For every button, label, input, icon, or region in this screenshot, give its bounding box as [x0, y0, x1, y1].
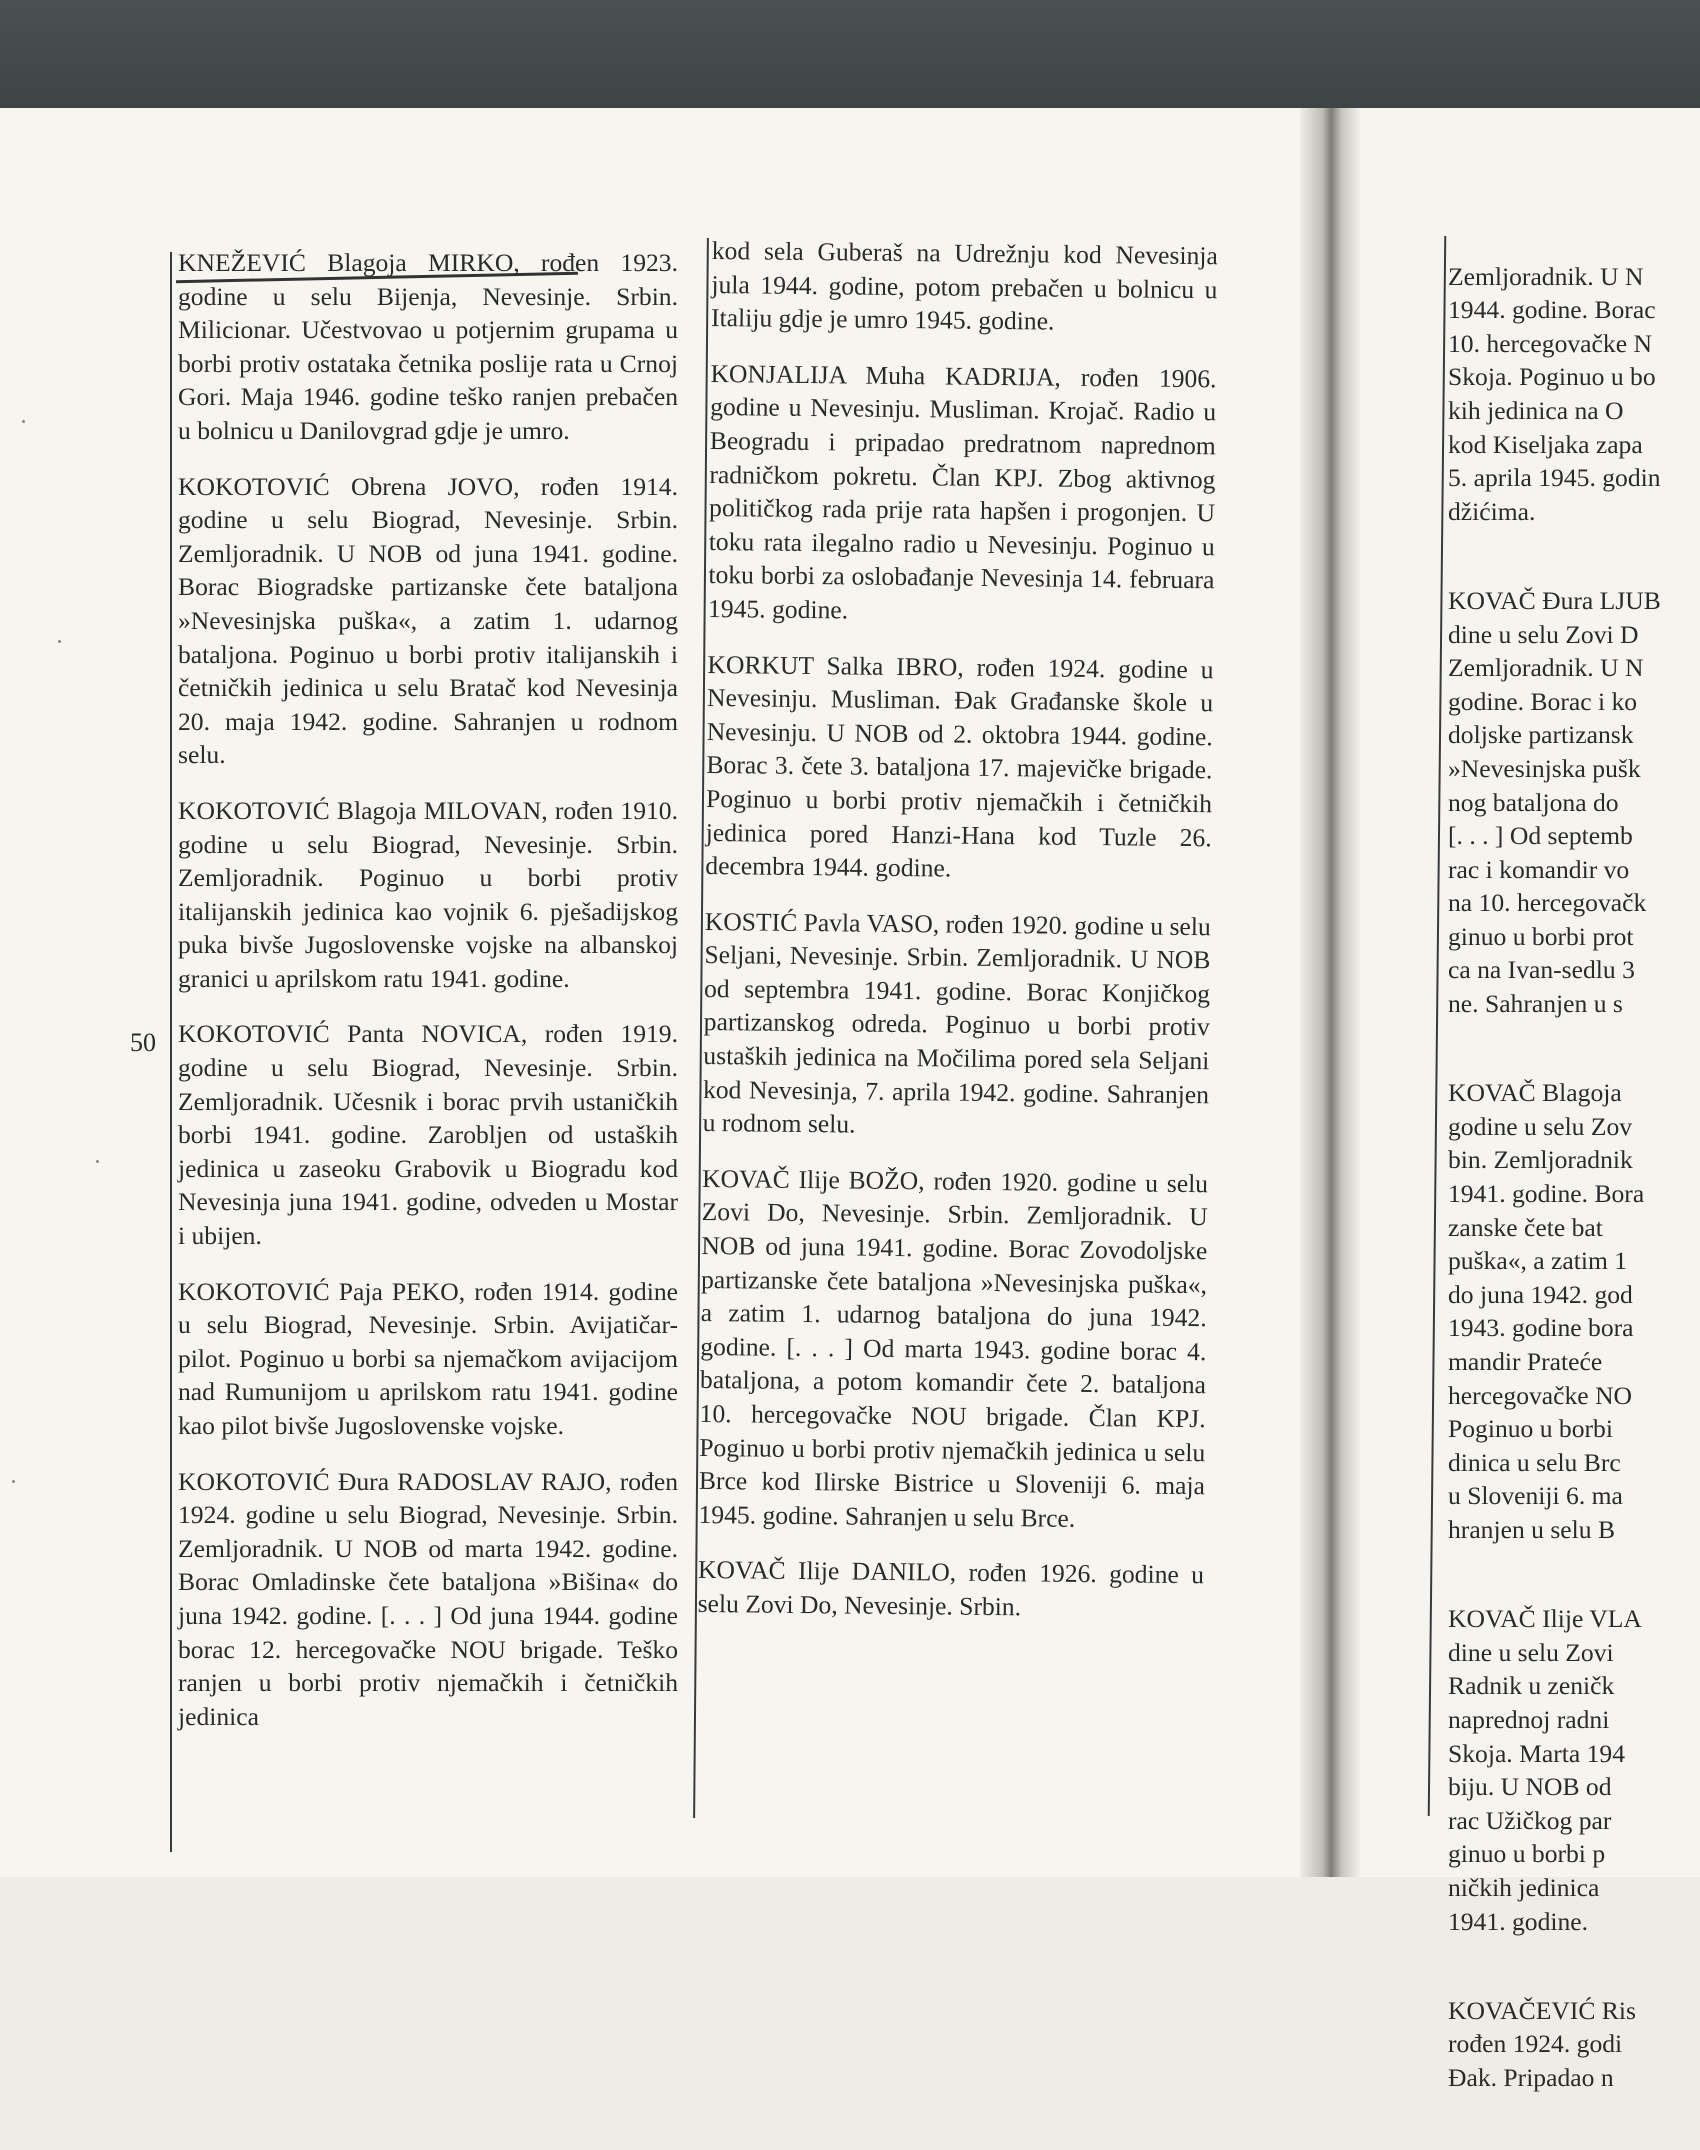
entry-paragraph: KOKOTOVIĆ Đura RADOSLAV RAJO, rođen 1924. godine u selu Biograd, Nevesinje. Srbin. Zemljoradnik. U NOB od marta 1942. godine. Borac Omladinske čete bataljona »Bišina« do juna 1942. godine. [. . . ] Od juna 1944. godine borac 12. hercegovačke NOU brigade. Teško ranjen u borbi protiv njemačkih i četničkih jedinica [178, 1466, 678, 1731]
dust-speck [22, 420, 25, 423]
dust-speck [12, 1480, 15, 1483]
column-middle [697, 234, 1218, 1648]
column-left [178, 246, 678, 1755]
entry-paragraph: KOKOTOVIĆ Paja PEKO, rođen 1914. godine u selu Biograd, Nevesinje. Srbin. Avijatičar-pilot. Poginuo u borbi sa njemačkom avijacijom nad Rumunijom u aprilskom ratu 1941. godine kao pilot bivše Jugoslovenske vojske. [178, 1276, 678, 1440]
entry-paragraph: KOKOTOVIĆ Panta NOVICA, rođen 1919. godine u selu Biograd, Nevesinje. Srbin. Zemljoradnik. Učesnik i borac prvih ustaničkih borbi 1941. godine. Zarobljen od ustaških jedinica u zaseoku Grabovik u Biogradu kod Nevesinja juna 1941. godine, odveden u Mostar i ubijen. [178, 1019, 678, 1251]
entry-paragraph: KOKOTOVIĆ Obrena JOVO, rođen 1914. godine u selu Biograd, Nevesinje. Srbin. Zemljoradnik. U NOB od juna 1941. godine. Borac Biogradske partizanske čete bataljona »Nevesinjska puška«, a zatim 1. udarnog bataljona. Poginuo u borbi protiv italijanskih i četničkih jedinica u selu Bratač kod Nevesinja 20. maja 1942. godine. Sahranjen u rodnom selu. [178, 471, 678, 770]
book-gutter [1300, 108, 1360, 1877]
entry-paragraph: KOVAČEVIĆ Ris rođen 1924. godi Đak. Pripadao n [1448, 1995, 1636, 2092]
dust-speck [58, 640, 61, 643]
entry-paragraph: KOVAČ Ilije BOŽO, rođen 1920. godine u selu Zovi Do, Nevesinje. Srbin. Zemljoradnik. U NOB od juna 1941. godine. Borac Zovodoljske partizanske čete bataljona »Nevesinjska puška«, a zatim 1. udarnog bataljona do juna 1942. godine. [. . . ] Od marta 1943. godine borac 4. bataljona, a potom komandir čete 2. bataljona 10. hercegovačke NOU brigade. Član KPJ. Poginuo u borbi protiv njemačkih jedinica u selu Brce kod Ilirske Bistrice u Sloveniji 6. maja 1945. godine. Sahranjen u selu Brce. [698, 1163, 1209, 1533]
entry-paragraph: KOVAČ Blagoja godine u selu Zov bin. Zemljoradnik 1941. godine. Bora zanske čete bat puška«, a zatim 1 do juna 1942. god 1943. godine bora mandir Prateće hercegovačke NO Poginuo u borbi dinica u selu Brc u Sloveniji 6. ma hranjen u selu B [1448, 1078, 1645, 1544]
entry-paragraph: kod sela Guberaš na Udrežnju kod Nevesinja jula 1944. godine, potom prebačen u bolnicu u Italiju gdje je umro 1945. godine. [710, 235, 1218, 336]
column-right-cropped [1448, 226, 1700, 2150]
entry-paragraph: KOVAČ Ilije VLA dine u selu Zovi Radnik u zeničk naprednoj radni Skoja. Marta 194 biju. U NOB od rac Užičkog par ginuo u borbi p ničkih jedinica 1941. godine. [1448, 1604, 1642, 1936]
entry-paragraph: KONJALIJA Muha KADRIJA, rođen 1906. godine u Nevesinju. Musliman. Krojač. Radio u Beogradu i pripadao predratnom naprednom radničkom pokretu. Član KPJ. Zbog aktivnog političkog rada prije rata hapšen i progonjen. U toku rata ilegalno radio u Nevesinju. Poginuo u toku borbi za oslobađanje Nevesinja 14. februara 1945. godine. [707, 358, 1217, 625]
entry-paragraph: KNEŽEVIĆ Blagoja MIRKO, rođen 1923. godine u selu Bijenja, Nevesinje. Srbin. Milicionar. Učestvovao u potjernim grupama u borbi protiv ostataka četnika poslije rata u Crnoj Gori. Maja 1946. godine teško ranjen prebačen u bolnicu u Danilovgrad gdje je umro. [178, 248, 678, 445]
scanner-background [0, 0, 1700, 118]
entry-paragraph: KOKOTOVIĆ Blagoja MILOVAN, rođen 1910. godine u selu Biograd, Nevesinje. Srbin. Zemljoradnik. Poginuo u borbi protiv italijanskih jedinica kao vojnik 6. pješadijskog puka bivše Jugoslovenske vojske na albanskoj granici u aprilskom ratu 1941. godine. [178, 795, 678, 993]
entry-paragraph: KOSTIĆ Pavla VASO, rođen 1920. godine u selu Seljani, Nevesinje. Srbin. Zemljoradnik. U NOB od septembra 1941. godine. Borac Konjičkog partizanskog odreda. Poginuo u borbi protiv ustaških jedinica na Močilima pored sela Seljani kod Nevesinja, 7. aprila 1942. godine. Sahranjen u rodnom selu. [702, 906, 1211, 1139]
left-margin-rule [170, 252, 172, 1852]
entry-paragraph: KOVAČ Ilije DANILO, rođen 1926. godine u selu Zovi Do, Nevesinje. Srbin. [697, 1555, 1205, 1622]
entry-paragraph: KORKUT Salka IBRO, rođen 1924. godine u Nevesinju. Musliman. Đak Građanske škole u Nevesinju. U NOB od 2. oktobra 1944. godine. Borac 3. čete 3. bataljona 17. majevičke brigade. Poginuo u borbi protiv njemačkih i četničkih jedinica pored Hanzi-Hana kod Tuzle 26. decembra 1944. godine. [705, 649, 1214, 883]
entry-paragraph: Zemljoradnik. U N 1944. godine. Borac 10. hercegovačke N Skoja. Poginuo u bo kih jedinica na O kod Kiseljaka zapa 5. aprila 1945. godin džićima. [1448, 261, 1661, 526]
page-number: 50 [130, 1028, 156, 1057]
entry-paragraph: KOVAČ Đura LJUB dine u selu Zovi D Zemljoradnik. U N godine. Borac i ko doljske partizansk »Nevesinjska pušk nog bataljona do [. . . ] Od septemb rac i komandir vo na 10. hercegovačk ginuo u borbi prot ca na Ivan-sedlu 3 ne. Sahranjen u s [1448, 585, 1661, 1019]
dust-speck [96, 1160, 99, 1163]
